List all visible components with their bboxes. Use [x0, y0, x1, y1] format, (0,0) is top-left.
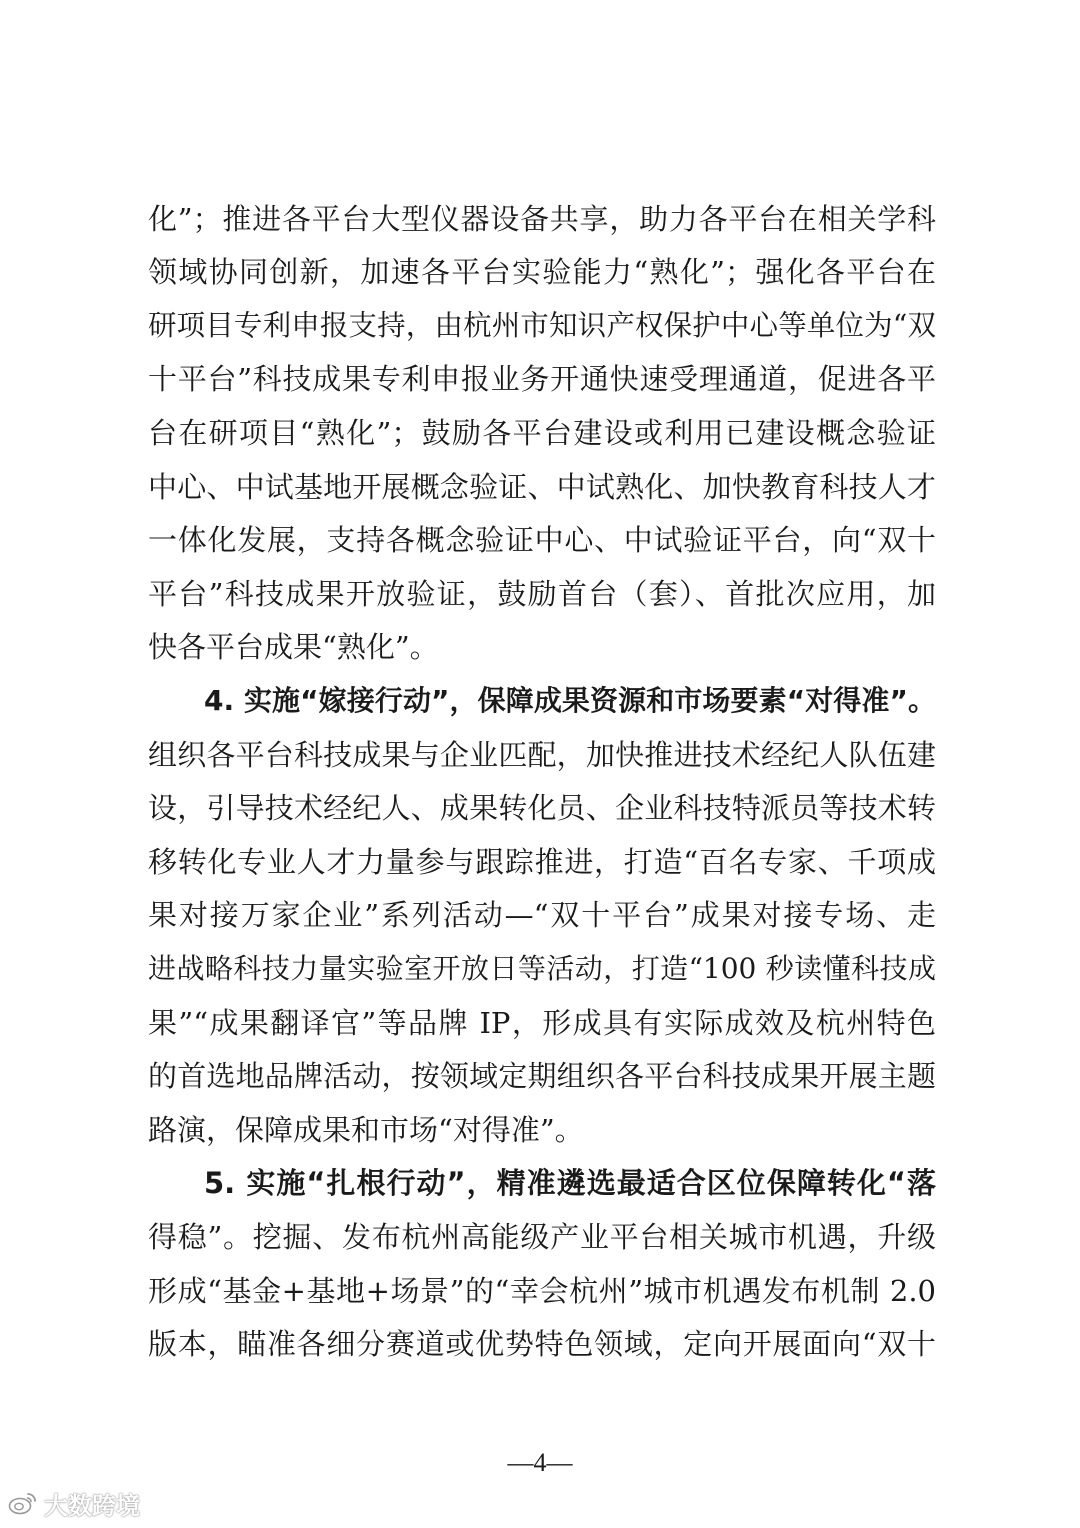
page-number: —4—: [507, 1448, 573, 1477]
paragraph-line: 化”；推进各平台大型仪器设备共享，助力各平台在相关学科: [148, 202, 936, 236]
paragraph-line: 设，引导技术经纪人、成果转化员、企业科技特派员等技术转: [148, 791, 936, 825]
paragraph-line: 的首选地品牌活动，按领域定期组织各平台科技成果开展主题: [148, 1059, 936, 1093]
paragraph-line: 进战略科技力量实验室开放日等活动，打造“100 秒读懂科技成: [148, 952, 936, 985]
paragraph-line: 平台”科技成果开放验证，鼓励首台（套）、首批次应用，加: [148, 577, 936, 611]
paragraph-line: 得稳”。挖掘、发布杭州高能级产业平台相关城市机遇，升级: [148, 1220, 936, 1254]
section-heading-5: 5. 实施“扎根行动”，精准遴选最适合区位保障转化“落: [204, 1166, 936, 1200]
section-heading-4: 4. 实施“嫁接行动”，保障成果资源和市场要素“对得准”。: [204, 684, 936, 717]
paragraph-line: 研项目专利申报支持，由杭州市知识产权保护中心等单位为“双: [148, 309, 936, 342]
paragraph-line: 果对接万家企业”系列活动—“双十平台”成果对接专场、走: [148, 898, 936, 932]
paragraph-line: 组织各平台科技成果与企业匹配，加快推进技术经纪人队伍建: [148, 738, 936, 772]
paragraph-line: 中心、中试基地开展概念验证、中试熟化、加快教育科技人才: [148, 470, 936, 504]
paragraph-line: 快各平台成果“熟化”。: [148, 630, 439, 664]
paragraph-line: 台在研项目“熟化”；鼓励各平台建设或利用已建设概念验证: [148, 416, 936, 450]
watermark: [8, 1486, 140, 1520]
paragraph-line: 路演，保障成果和市场“对得准”。: [148, 1113, 584, 1147]
weibo-logo-icon: [8, 1490, 38, 1516]
paragraph-line: 领域协同创新，加速各平台实验能力“熟化”；强化各平台在: [148, 255, 936, 289]
paragraph-line: 一体化发展，支持各概念验证中心、中试验证平台，向“双十: [148, 523, 936, 557]
watermark-text: 大数跨境: [44, 1491, 140, 1520]
paragraph-line: 果”“成果翻译官”等品牌 IP，形成具有实际成效及杭州特色: [148, 1006, 936, 1040]
paragraph-line: 十平台”科技成果专利申报业务开通快速受理通道，促进各平: [148, 362, 936, 396]
paragraph-line: 版本，瞄准各细分赛道或优势特色领域，定向开展面向“双十: [148, 1327, 936, 1361]
paragraph-line: 移转化专业人才力量参与跟踪推进，打造“百名专家、千项成: [148, 845, 936, 879]
paragraph-line: 形成“基金+基地+场景”的“幸会杭州”城市机遇发布机制 2.0: [148, 1274, 936, 1308]
